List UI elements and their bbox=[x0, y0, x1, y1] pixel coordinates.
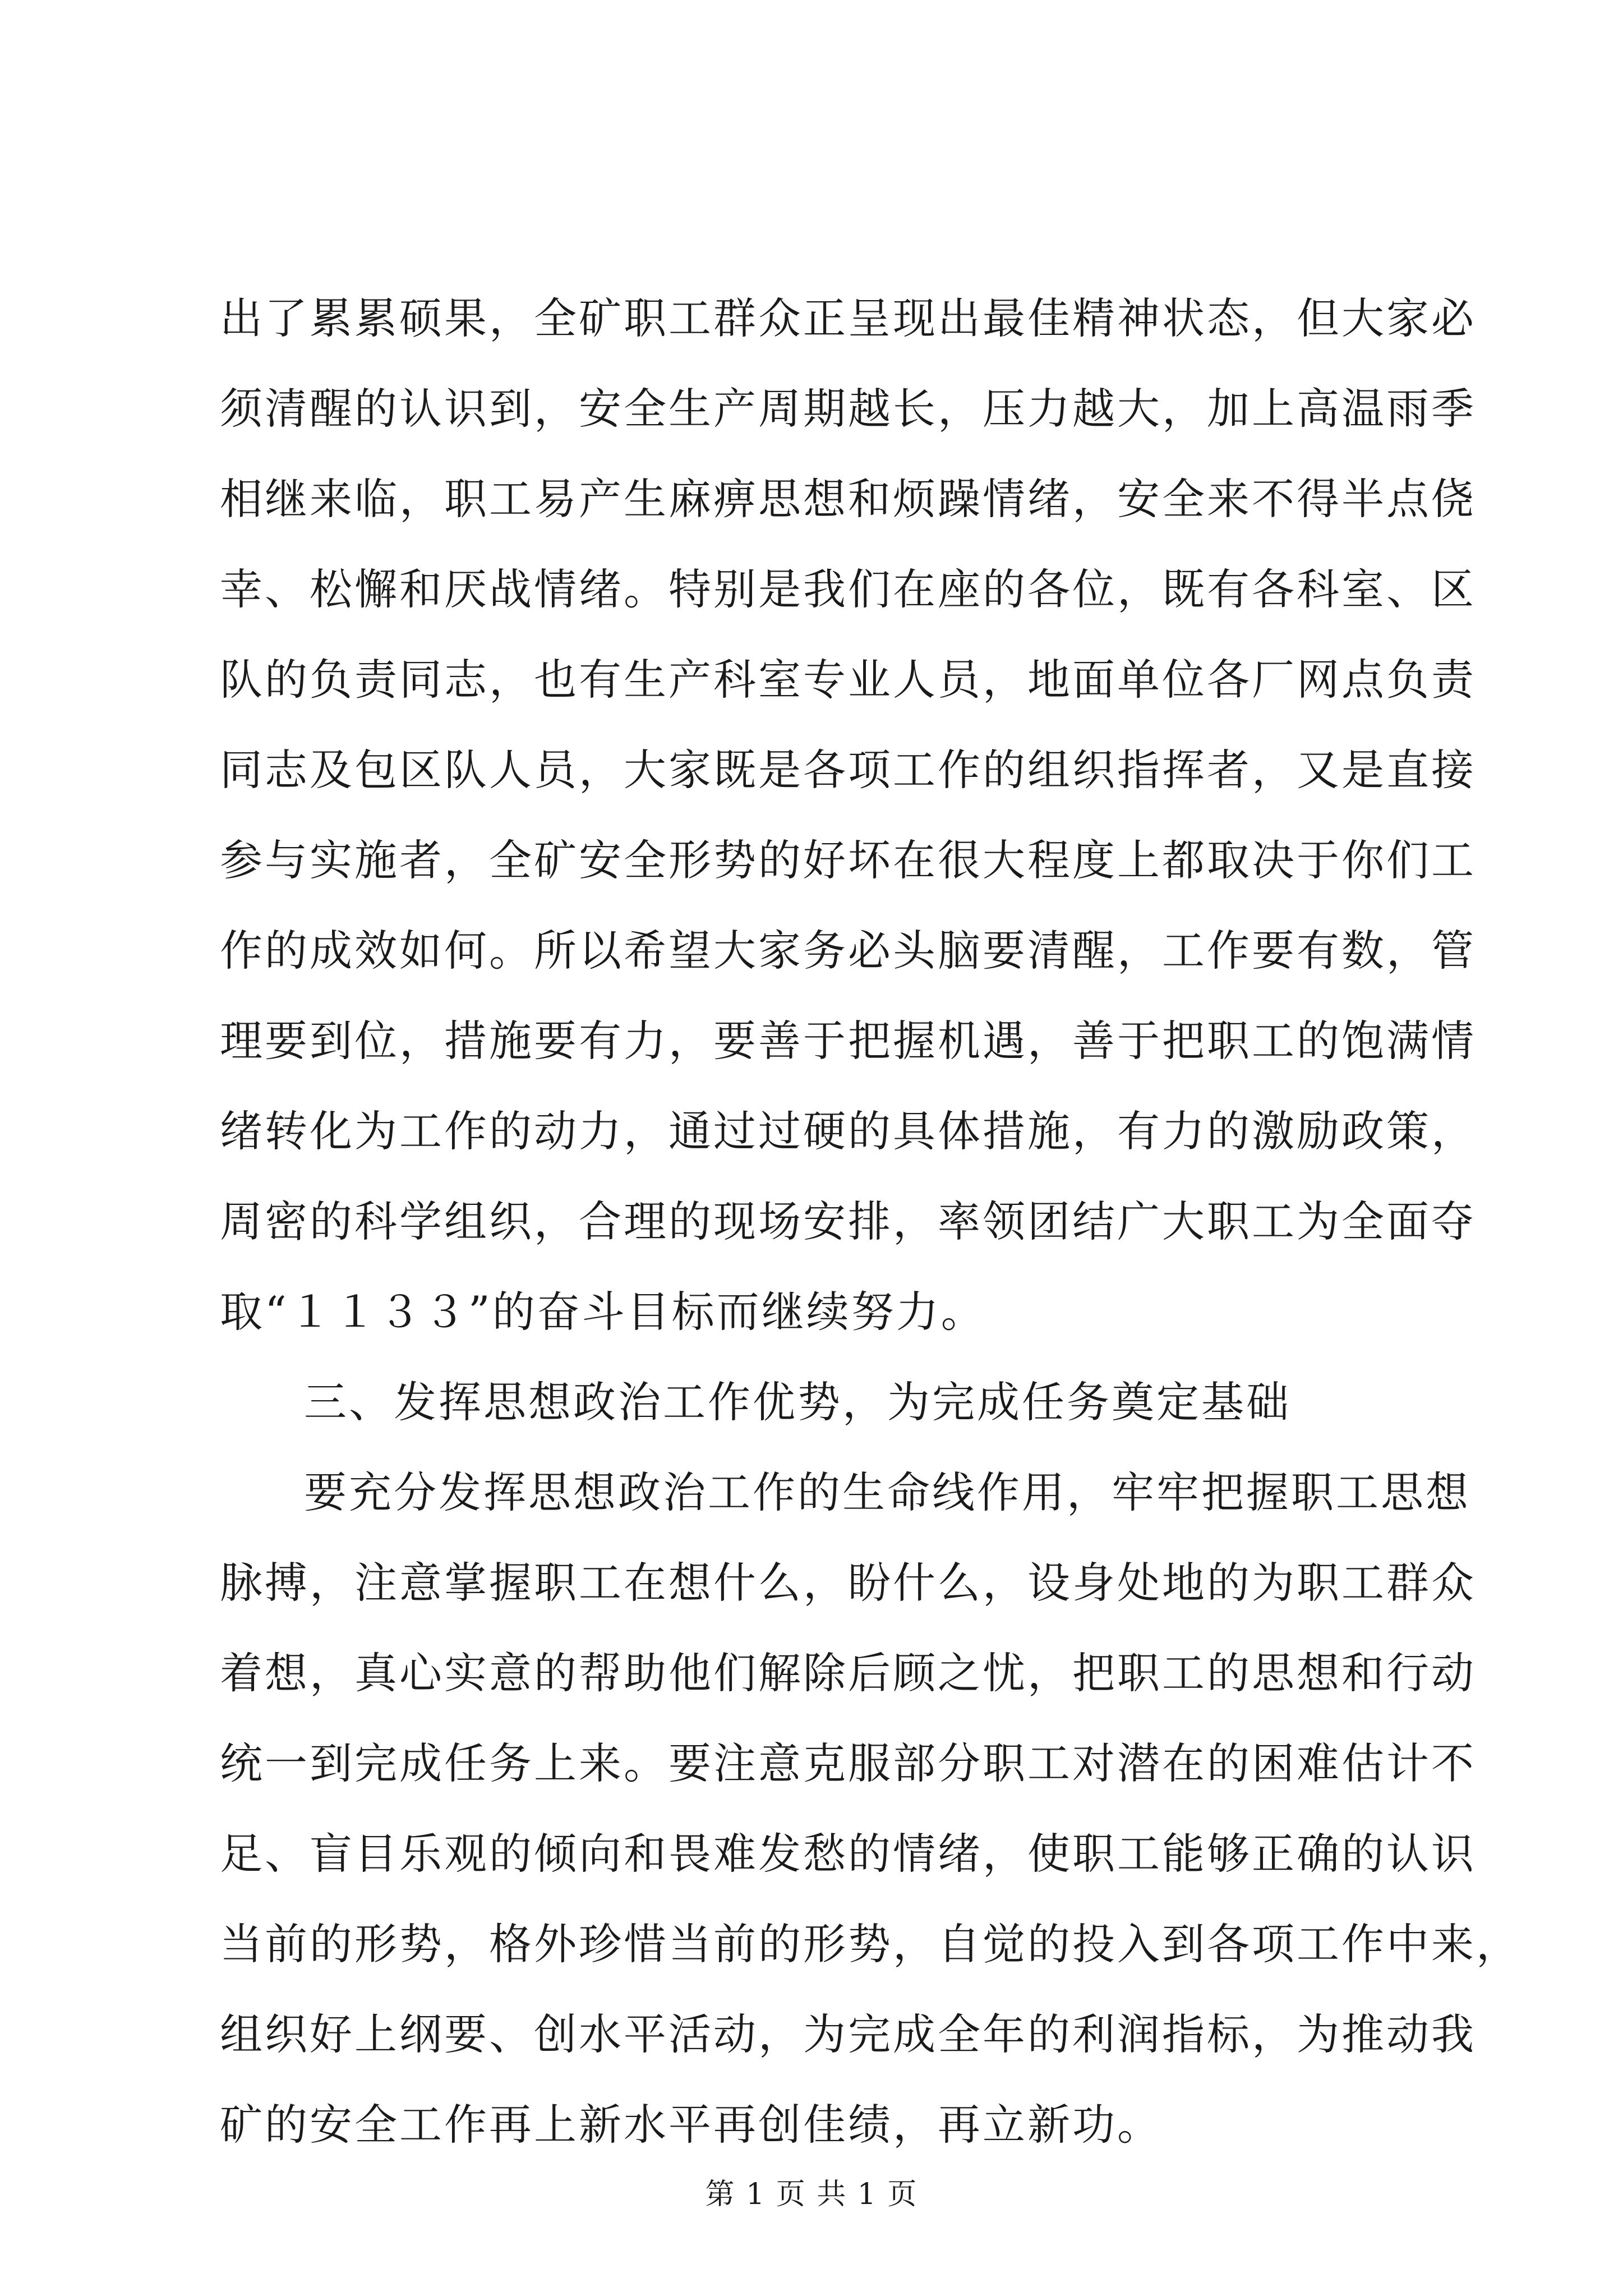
body-line-8: 作的成效如何。所以希望大家务必头脑要清醒，工作要有数，管 bbox=[220, 926, 1476, 976]
body-line-11: 周密的科学组织，合理的现场安排，率领团结广大职工为全面夺 bbox=[220, 1197, 1476, 1246]
body-line-12: 取“１１３３”的奋斗目标而继续努力。 bbox=[220, 1287, 986, 1337]
body-line-5: 队的负责同志，也有生产科室专业人员，地面单位各厂网点负责 bbox=[220, 655, 1476, 705]
body-line-17: 统一到完成任务上来。要注意克服部分职工对潜在的困难估计不 bbox=[220, 1738, 1476, 1788]
body-line-3: 相继来临，职工易产生麻痹思想和烦躁情绪，安全来不得半点侥 bbox=[220, 474, 1476, 524]
body-line-6: 同志及包区队人员，大家既是各项工作的组织指挥者，又是直接 bbox=[220, 745, 1476, 795]
body-line-16: 着想，真心实意的帮助他们解除后顾之忧，把职工的思想和行动 bbox=[220, 1648, 1476, 1698]
body-line-4: 幸、松懈和厌战情绪。特别是我们在座的各位，既有各科室、区 bbox=[220, 564, 1476, 614]
page-footer: 第 1 页 共 1 页 bbox=[705, 2178, 918, 2211]
body-line-21: 矿的安全工作再上新水平再创佳绩，再立新功。 bbox=[220, 2100, 1162, 2150]
section-heading: 三、发挥思想政治工作优势，为完成任务奠定基础 bbox=[304, 1377, 1291, 1427]
body-line-18: 足、盲目乐观的倾向和畏难发愁的情绪，使职工能够正确的认识 bbox=[220, 1829, 1476, 1879]
body-line-10: 绪转化为工作的动力，通过过硬的具体措施，有力的激励政策， bbox=[220, 1106, 1476, 1156]
body-line-20: 组织好上纲要、创水平活动，为完成全年的利润指标，为推动我 bbox=[220, 2009, 1476, 2059]
body-line-19: 当前的形势，格外珍惜当前的形势，自觉的投入到各项工作中来， bbox=[220, 1919, 1521, 1969]
body-line-9: 理要到位，措施要有力，要善于把握机遇，善于把职工的饱满情 bbox=[220, 1016, 1476, 1066]
body-line-15: 脉搏，注意掌握职工在想什么，盼什么，设身处地的为职工群众 bbox=[220, 1558, 1476, 1608]
body-line-2: 须清醒的认识到，安全生产周期越长，压力越大，加上高温雨季 bbox=[220, 384, 1476, 434]
body-line-1: 出了累累硕果，全矿职工群众正呈现出最佳精神状态，但大家必 bbox=[220, 293, 1476, 343]
body-line-7: 参与实施者，全矿安全形势的好坏在很大程度上都取决于你们工 bbox=[220, 835, 1476, 885]
body-line-14: 要充分发挥思想政治工作的生命线作用，牢牢把握职工思想 bbox=[304, 1467, 1470, 1517]
